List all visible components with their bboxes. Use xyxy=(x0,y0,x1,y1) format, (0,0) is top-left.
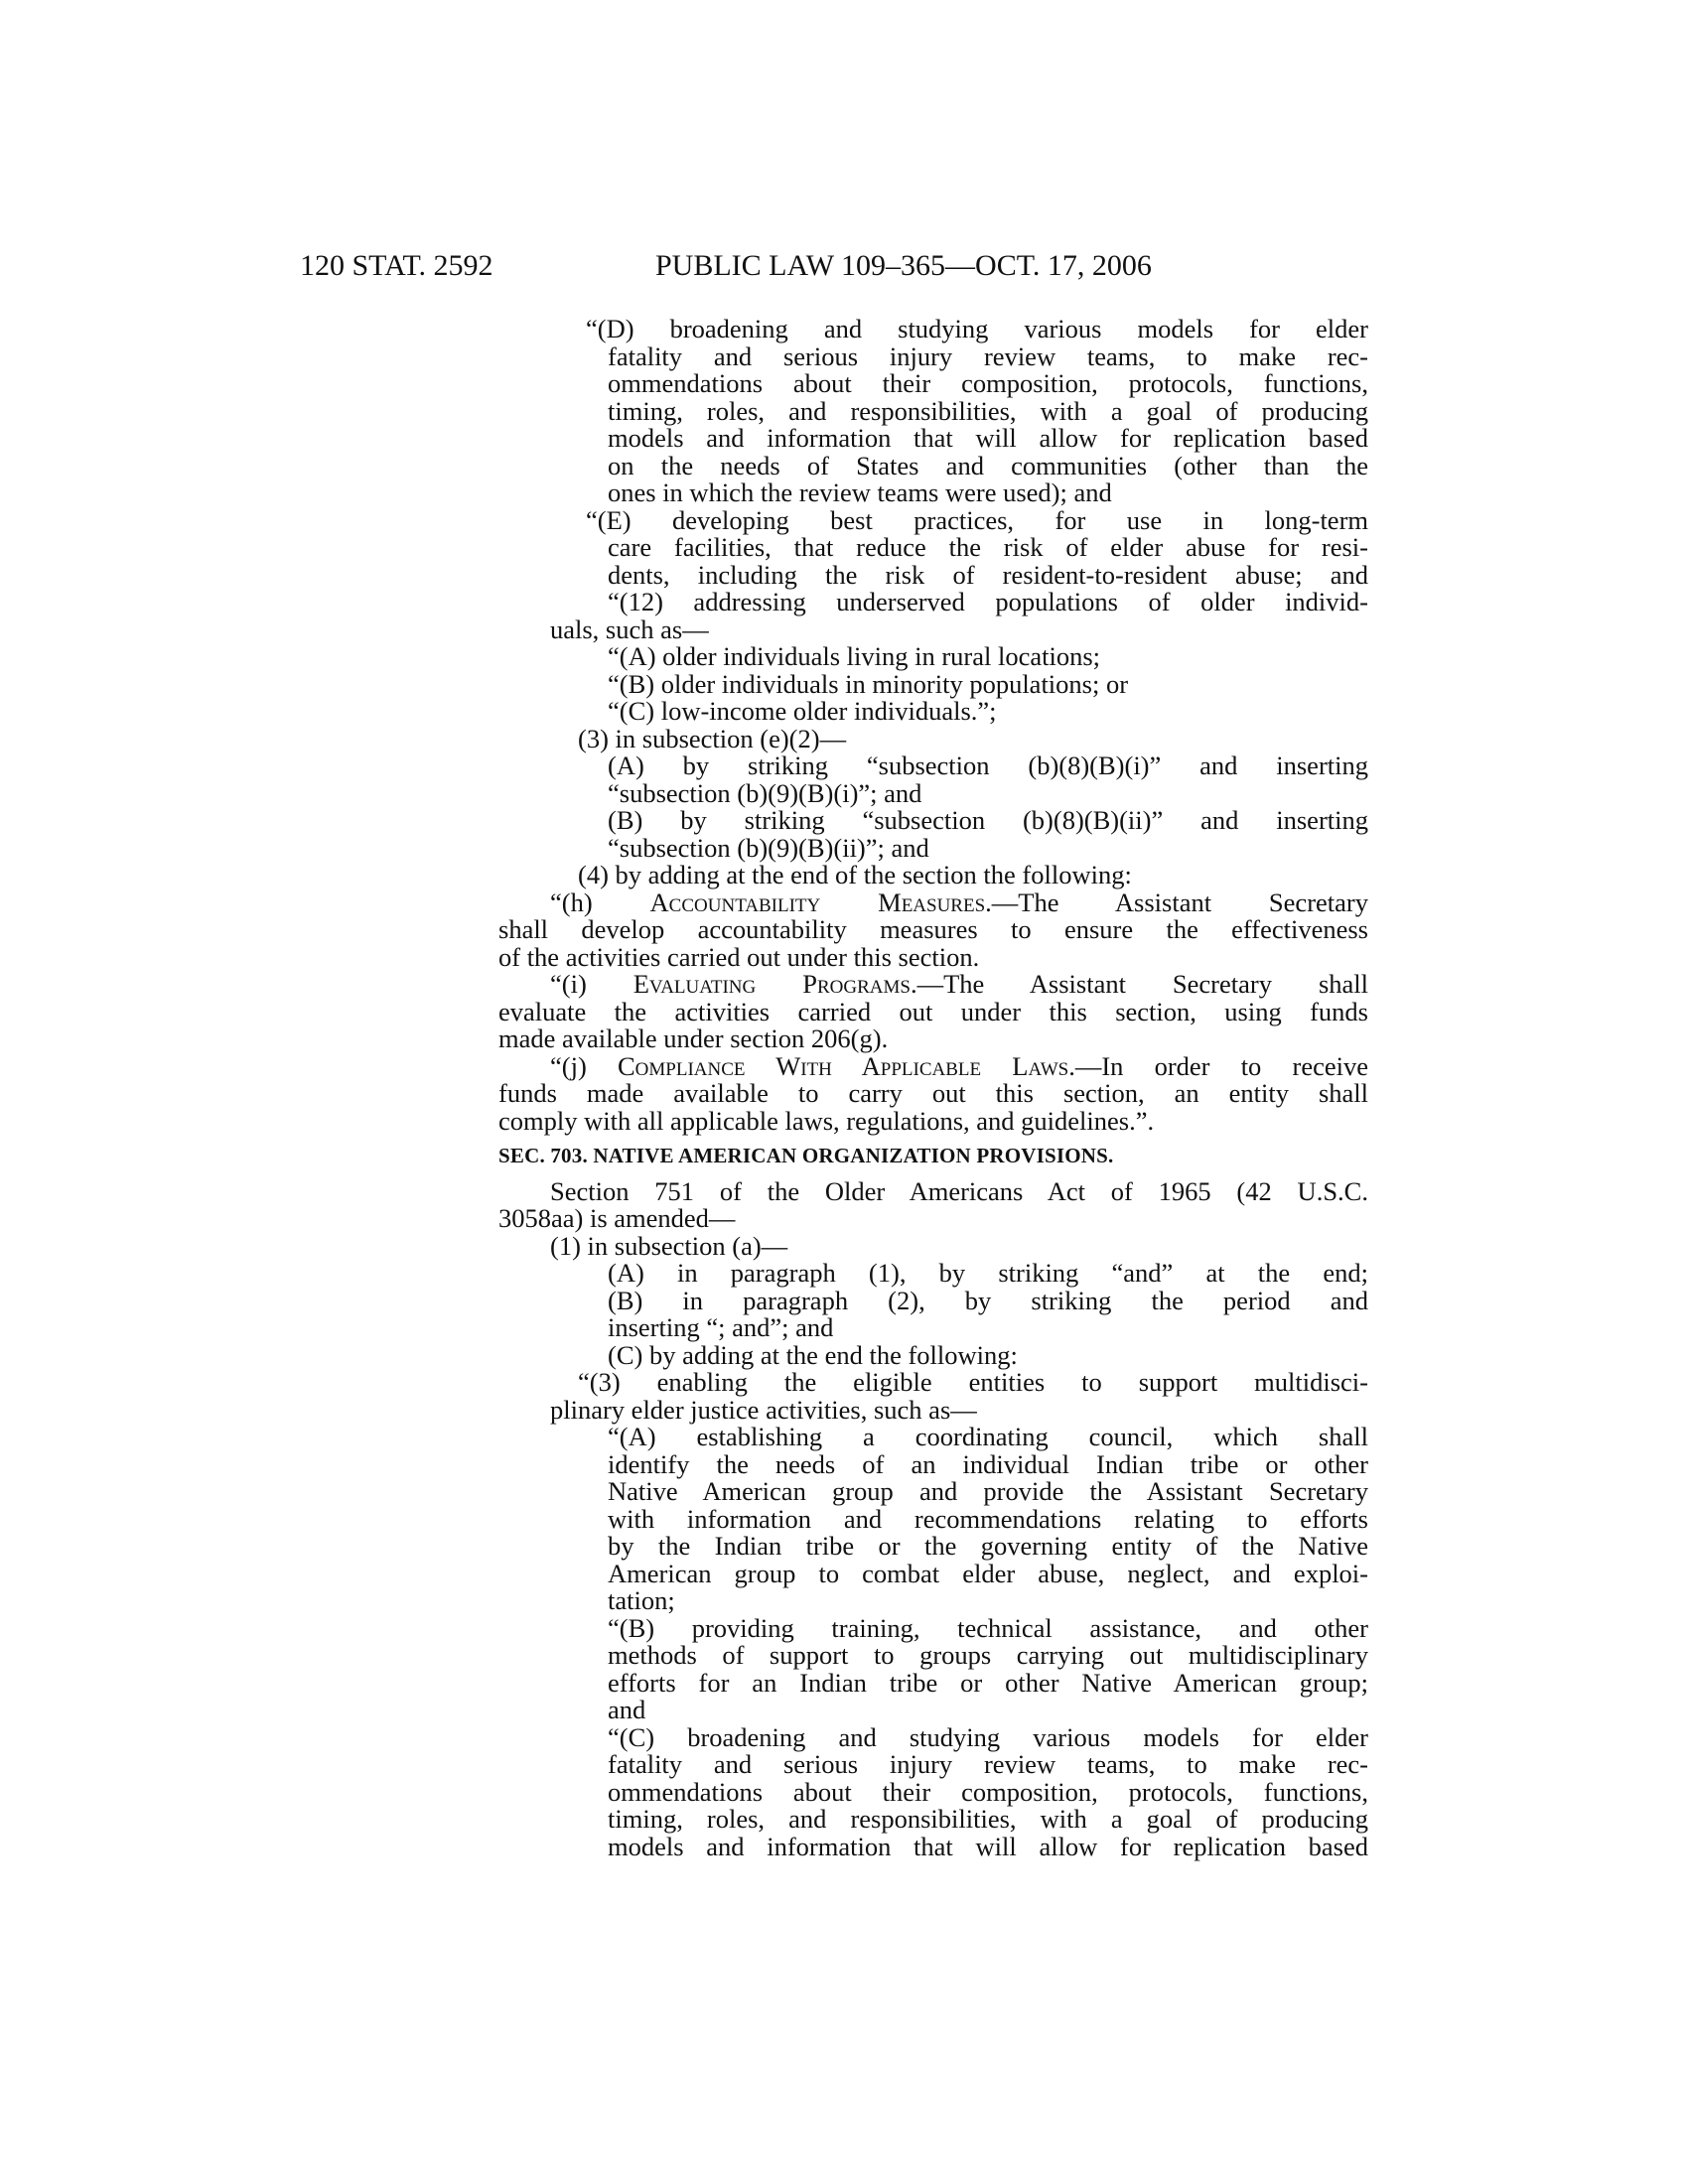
text-line: ommendations about their composition, protocols, functions, xyxy=(608,1776,1368,1807)
text-line: evaluate the activities carried out under this section, using funds xyxy=(498,996,1368,1026)
text-line: American group to combat elder abuse, neglect, and exploi- xyxy=(608,1558,1368,1588)
text-line: (A) in paragraph (1), by striking “and” at the end; xyxy=(608,1258,1368,1288)
text-line: “(j) Compliance With Applicable Laws.—In order to receive xyxy=(550,1050,1368,1081)
subsection-heading-smallcaps: Accountability Measures xyxy=(649,887,986,917)
text-line: timing, roles, and responsibilities, with a goal of producing xyxy=(608,1804,1368,1834)
text-line: Section 751 of the Older Americans Act of 1965 (42 U.S.C. xyxy=(550,1175,1368,1206)
text-line: (A) by striking “subsection (b)(8)(B)(i)” and inserting xyxy=(608,751,1368,780)
text-line: on the needs of States and communities (other than the xyxy=(608,450,1368,480)
text-line: “(B) older individuals in minority populations; or xyxy=(608,668,1129,699)
text-line: “(i) Evaluating Programs.—The Assistant Secretary shall xyxy=(550,969,1368,999)
text-line: “(B) providing training, technical assistance, and other xyxy=(608,1612,1368,1643)
text-line: methods of support to groups carrying out multidisciplinary xyxy=(608,1640,1368,1670)
text-line: “(C) broadening and studying various models for elder xyxy=(608,1721,1368,1752)
text-line: comply with all applicable laws, regulations, and guidelines.”. xyxy=(498,1105,1155,1136)
text-line: “(3) enabling the eligible entities to support multidisci- xyxy=(578,1367,1368,1397)
text-line: “(A) establishing a coordinating council, which shall xyxy=(608,1422,1368,1451)
page-header xyxy=(0,246,1688,286)
text-line: (C) by adding at the end the following: xyxy=(608,1339,1018,1370)
text-line: with information and recommendations relating to efforts xyxy=(608,1503,1368,1534)
text-line: care facilities, that reduce the risk of elder abuse for resi- xyxy=(608,532,1368,562)
text-line: of the activities carried out under this section. xyxy=(498,941,980,972)
text-line: by the Indian tribe or the governing entity of the Native xyxy=(608,1531,1368,1561)
text-line: (3) in subsection (e)(2)— xyxy=(578,723,847,753)
text-line: shall develop accountability measures to ensure the effectiveness xyxy=(498,914,1368,944)
text-line: (1) in subsection (a)— xyxy=(550,1230,788,1261)
text-line: “(12) addressing underserved populations of older individ- xyxy=(608,587,1368,616)
text-line: models and information that will allow for replication based xyxy=(608,1831,1368,1861)
subsection-heading-smallcaps: Evaluating Programs xyxy=(633,969,911,999)
subsection-heading-smallcaps: Compliance With Applicable Laws xyxy=(617,1050,1069,1081)
text-line: “(C) low-income older individuals.”; xyxy=(608,696,997,726)
text-line: “(E) developing best practices, for use in long-term xyxy=(586,504,1368,535)
text-line: identify the needs of an individual Indian tribe or other xyxy=(608,1448,1368,1479)
section-heading: SEC. 703. NATIVE AMERICAN ORGANIZATION PROVISIONS. xyxy=(498,1144,1114,1167)
statute-page-number: 120 STAT. 2592 xyxy=(300,249,493,282)
text-line: made available under section 206(g). xyxy=(498,1024,889,1053)
text-line: ones in which the review teams were used); and xyxy=(608,478,1112,507)
text-line: (B) by striking “subsection (b)(8)(B)(ii)” and inserting xyxy=(608,805,1368,835)
text-line: (B) in paragraph (2), by striking the period and xyxy=(608,1285,1368,1315)
text-line: plinary elder justice activities, such as— xyxy=(550,1394,977,1425)
text-line: timing, roles, and responsibilities, with a goal of producing xyxy=(608,395,1368,426)
text-line: fatality and serious injury review teams, to make rec- xyxy=(608,341,1368,371)
text-line: “(A) older individuals living in rural locations; xyxy=(608,641,1101,671)
text-line: inserting “; and”; and xyxy=(608,1312,834,1342)
text-line: fatality and serious injury review teams, to make rec- xyxy=(608,1749,1368,1779)
text-line: “subsection (b)(9)(B)(ii)”; and xyxy=(608,832,929,863)
text-line: tation; xyxy=(608,1585,675,1615)
text-line: funds made available to carry out this section, an entity shall xyxy=(498,1078,1368,1108)
text-line: “(D) broadening and studying various models for elder xyxy=(586,314,1368,343)
text-line: 3058aa) is amended— xyxy=(498,1203,736,1233)
text-line: efforts for an Indian tribe or other Native American group; xyxy=(608,1667,1368,1698)
text-line: and xyxy=(608,1695,646,1724)
text-line: Native American group and provide the Assistant Secretary xyxy=(608,1476,1368,1506)
text-line: “subsection (b)(9)(B)(i)”; and xyxy=(608,777,922,808)
running-title: PUBLIC LAW 109–365—OCT. 17, 2006 xyxy=(655,249,1152,282)
text-line: models and information that will allow for replication based xyxy=(608,423,1368,453)
text-line: uals, such as— xyxy=(550,614,709,644)
text-line: ommendations about their composition, protocols, functions, xyxy=(608,368,1368,398)
text-line: “(h) Accountability Measures.—The Assistant Secretary xyxy=(550,887,1368,917)
text-line: dents, including the risk of resident-to-resident abuse; and xyxy=(608,559,1368,590)
document-body xyxy=(498,316,1368,1860)
text-line: (4) by adding at the end of the section the following: xyxy=(578,860,1132,889)
